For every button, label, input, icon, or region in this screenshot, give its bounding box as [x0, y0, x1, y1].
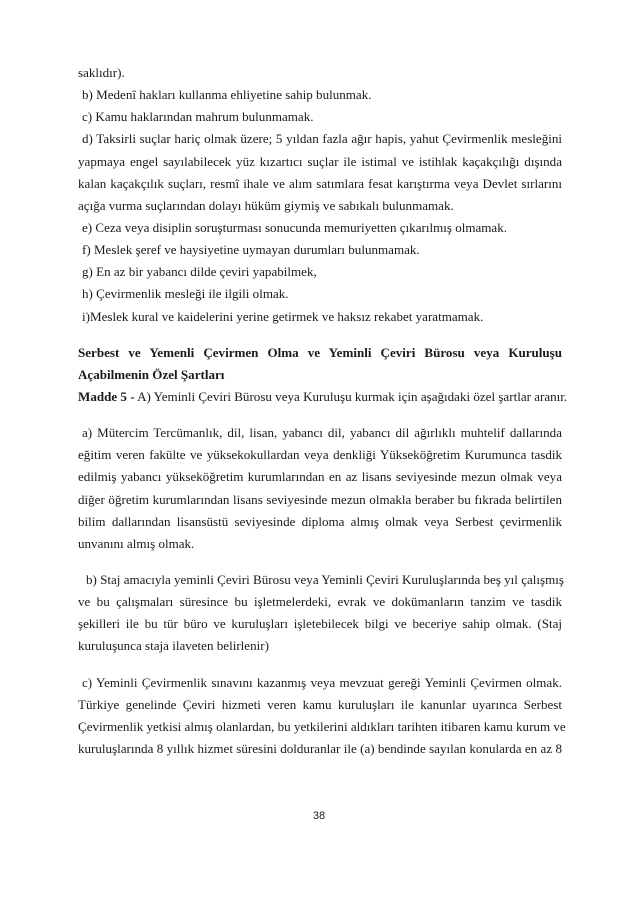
list-item-h: h) Çevirmenlik mesleği ile ilgili olmak.	[82, 286, 289, 302]
paragraph-a-line: bilim dallarından lisansüstü seviyesinde diploma almış olmak veya Serbest çevirmenlik	[78, 513, 562, 529]
paragraph-a-line: eğitim veren fakülte ve yüksekokullardan veya denkliği Yükseköğretim Kurumunca tasdik	[78, 447, 562, 463]
paragraph-a-line: unvanını almış olmak.	[78, 535, 195, 551]
paragraph-a-line: a) Mütercim Tercümanlık, dil, lisan, yabancı dil, yabancı dil ağırlıklı muhtelif dallarında	[82, 425, 562, 441]
paragraph-c-line: Çevirmenlik yetkisi almış olanlardan, bu yetkilerini aldıkları tarihten itibaren kamu kurum ve	[78, 718, 566, 734]
paragraph-c-line: c) Yeminli Çevirmenlik sınavını kazanmış veya mevzuat gereği Yeminli Çevirmen olmak.	[82, 674, 562, 690]
paragraph-c-line: Türkiye genelinde Çeviri hizmeti veren kamu kuruluşları ile kanunlar uyarınca Serbest	[78, 696, 562, 712]
spacer	[78, 555, 562, 569]
list-item-d-line: kalan kaçakçılık suçları, resmî ihale ve alım satımlara fesat karıştırma veya Devlet sırlarını	[78, 175, 562, 191]
section-heading: Serbest ve Yemenli Çevirmen Olma ve Yeminli Çeviri Bürosu veya Kuruluşu	[78, 344, 562, 360]
section-heading: Açabilmenin Özel Şartları	[78, 366, 225, 382]
document-page	[78, 62, 568, 760]
list-item-g: g) En az bir yabancı dilde çeviri yapabilmek,	[82, 264, 317, 280]
paragraph-a-line: edilmiş yabancı yükseköğretim kurumlarından en az lisans seviyesinde mezun olmak veya	[78, 469, 562, 485]
article-line	[78, 386, 568, 408]
paragraph-b-line: kuruluşunca staja ilaveten belirlenir)	[78, 638, 269, 654]
article-label: Madde 5 -	[78, 388, 135, 404]
list-item-b: b) Medenî hakları kullanma ehliyetine sahip bulunmak.	[82, 87, 372, 103]
spacer	[78, 328, 562, 342]
page-number: 38	[312, 810, 326, 822]
list-item-d-line: d) Taksirli suçlar hariç olmak üzere; 5 yıldan fazla ağır hapis, yahut Çevirmenlik mesleğini	[82, 131, 562, 147]
paragraph-a-line: diğer öğretim kurumlarından lisans seviyesinde mezun olmakla beraber bu fıkrada belirtilen	[78, 491, 562, 507]
text-line: saklıdır).	[78, 65, 125, 80]
paragraph-b-line: şekilleri ile bu tür büro ve kuruluşları işletebilecek bilgi ve beceriye sahip olmak. (Staj	[78, 616, 562, 632]
list-item-d-line: yapmaya engel sayılabilecek yüz kızartıcı suçlar ile istimal ve istihlak kaçakçılığı dışında	[78, 153, 562, 169]
list-item-e: e) Ceza veya disiplin soruşturması sonucunda memuriyetten çıkarılmış olmamak.	[82, 219, 508, 235]
paragraph-b-line: ve bu çalışmaları süresince bu işletmelerdeki, evrak ve dokümanların tanzim ve tasdik	[78, 594, 562, 610]
paragraph-c-line: kuruluşlarında 8 yıllık hizmet süresini dolduranlar ile (a) bendinde sayılan konularda en az 8	[78, 740, 562, 756]
list-item-c: c) Kamu haklarından mahrum bulunmamak.	[82, 109, 314, 125]
article-text: A) Yeminli Çeviri Bürosu veya Kuruluşu kurmak için aşağıdaki özel şartlar aranır.	[134, 388, 568, 404]
spacer	[78, 658, 562, 672]
paragraph-b-line: b) Staj amacıyla yeminli Çeviri Bürosu veya Yeminli Çeviri Kuruluşlarında beş yıl çalışmış	[86, 571, 564, 587]
list-item-i: i)Meslek kural ve kaidelerini yerine getirmek ve haksız rekabet yaratmamak.	[82, 308, 484, 324]
list-item-f: f) Meslek şeref ve haysiyetine uymayan durumları bulunmamak.	[82, 242, 420, 258]
spacer	[78, 408, 562, 422]
list-item-d-line: açığa vurma suçlarından dolayı hüküm giymiş ve sabıkalı bulunmamak.	[78, 197, 454, 213]
